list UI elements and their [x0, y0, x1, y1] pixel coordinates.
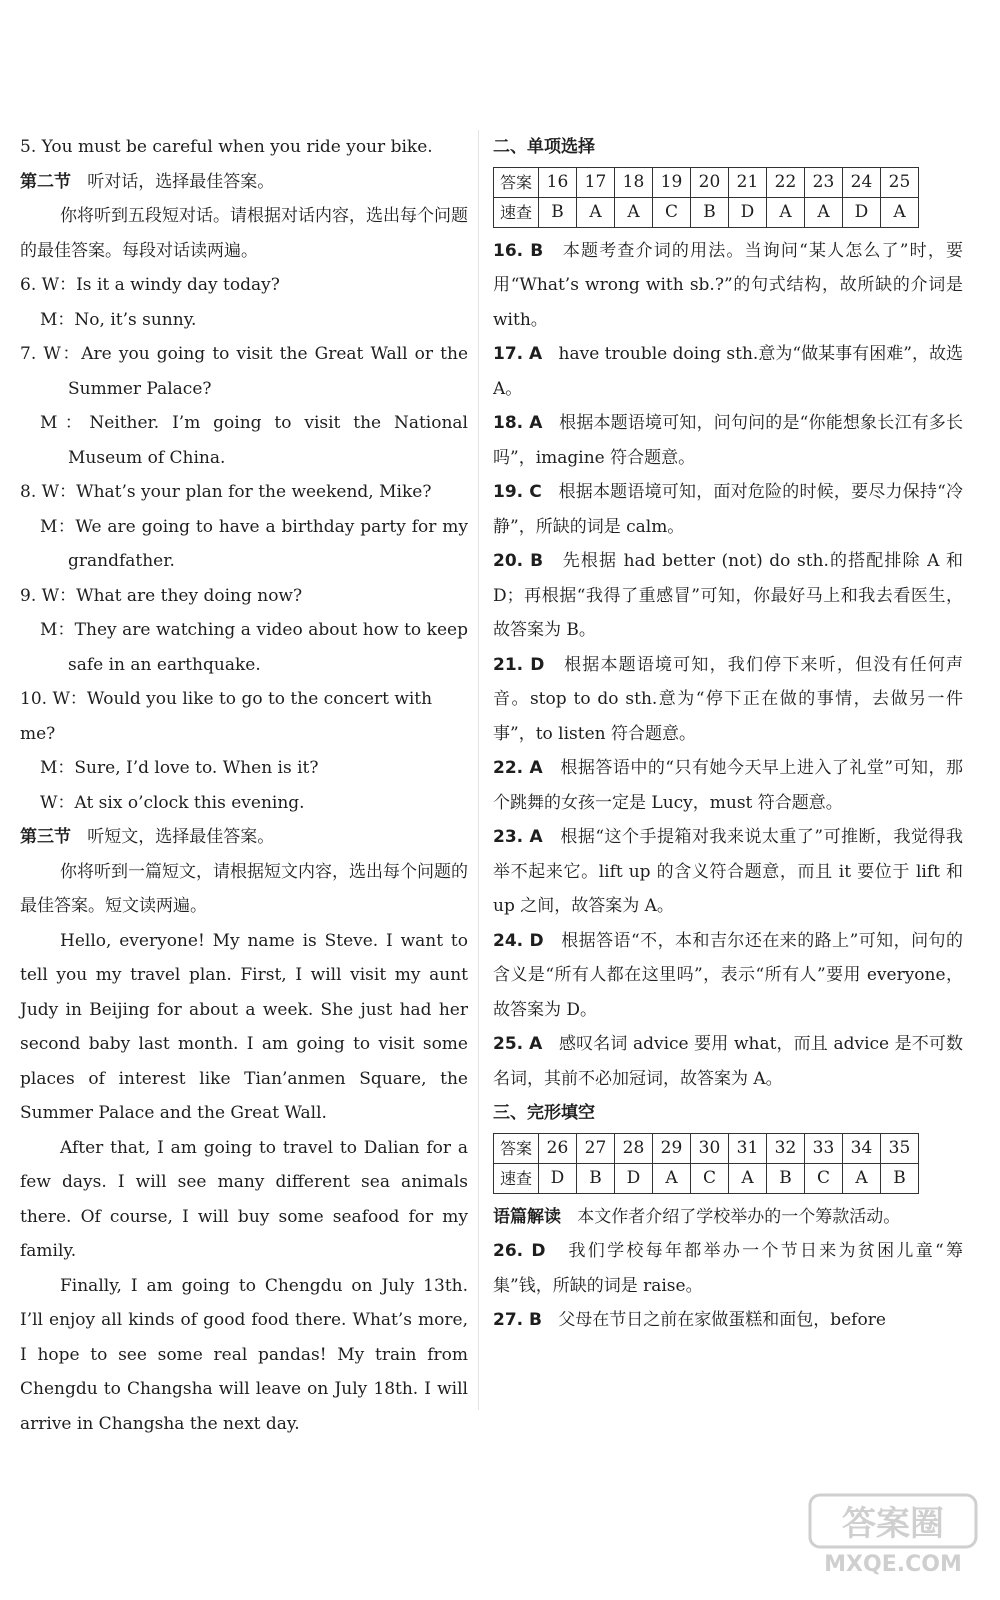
table-cell: D — [539, 1163, 577, 1193]
explanation-25 — [493, 1027, 963, 1096]
table-cell: D — [843, 197, 881, 227]
section-2-desc: 听对话，选择最佳答案。 — [87, 171, 275, 192]
explanation-26 — [493, 1234, 963, 1303]
explanation-23 — [493, 820, 963, 924]
table-cell: D — [615, 1163, 653, 1193]
explanation-text: 父母在节日之前在家做蛋糕和面包，before — [558, 1310, 886, 1330]
explanation-text: 根据本题语境可知，面对危险的时候，要尽力保持“冷静”，所缺的词是 calm。 — [493, 482, 963, 537]
table-cell: 27 — [577, 1133, 615, 1163]
dialog-10-man: M：Sure, I’d love to. When is it? — [40, 758, 319, 778]
question-number: 27. B — [493, 1310, 542, 1330]
table-cell: C — [653, 197, 691, 227]
table-cell: 18 — [615, 167, 653, 197]
table-cell: A — [729, 1163, 767, 1193]
table-cell: 17 — [577, 167, 615, 197]
table-cell: A — [577, 197, 615, 227]
dialog-8-man: M：We are going to have a birthday party for my grandfather. — [40, 516, 468, 571]
single-choice-heading: 二、单项选择 — [493, 137, 595, 157]
question-number: 21. D — [493, 654, 545, 675]
section-2-title: 第二节 — [20, 171, 71, 192]
table-cell: 24 — [843, 167, 881, 197]
question-number: 24. D — [493, 930, 544, 951]
section-3-instructions: 你将听到一篇短文，请根据短文内容，选出每个问题的最佳答案。短文读两遍。 — [20, 861, 468, 916]
section-3-title: 第三节 — [20, 827, 71, 847]
answer-table-answer-row — [494, 197, 919, 227]
passage-paragraph-2: After that, I am going to travel to Dalian for a few days. I will see many different sea animals there. Of course, I will buy some seafood for my family. — [20, 1137, 468, 1261]
table-cell: 34 — [843, 1133, 881, 1163]
watermark-logo — [808, 1493, 978, 1578]
explanation-17 — [493, 337, 963, 406]
dialog-9-woman: 9. W：What are they doing now? — [20, 585, 303, 606]
dialog-7-man: M：Neither. I’m going to visit the National Museum of China. — [40, 413, 468, 468]
table-cell: A — [767, 197, 805, 227]
dialog-6-man: M：No, it’s sunny. — [40, 309, 197, 330]
section-3-heading — [20, 820, 468, 855]
explanation-text: 根据本题语境可知，问句问的是“你能想象长江有多长吗”，imagine 符合题意。 — [493, 413, 963, 468]
answer-table-answer-row — [494, 1163, 919, 1193]
section-3-desc: 听短文，选择最佳答案。 — [87, 827, 275, 847]
table-cell: 25 — [881, 167, 919, 197]
explanation-16 — [493, 234, 963, 338]
listening-item-5: 5. You must be careful when you ride your bike. — [20, 137, 433, 157]
table-cell: A — [805, 197, 843, 227]
table-cell: 16 — [539, 167, 577, 197]
explanation-20 — [493, 544, 963, 648]
table-cell: 32 — [767, 1133, 805, 1163]
dialog-10-woman-reply: W：At six o’clock this evening. — [40, 792, 305, 813]
table-cell: 20 — [691, 167, 729, 197]
right-column — [493, 130, 963, 1338]
table-cell: 29 — [653, 1133, 691, 1163]
answer-table-header-row — [494, 167, 919, 197]
table-cell: 35 — [881, 1133, 919, 1163]
table-cell: A — [653, 1163, 691, 1193]
reading-text: 本文作者介绍了学校举办的一个筹款活动。 — [577, 1206, 901, 1227]
watermark-text-2: MXQE.COM — [824, 1552, 962, 1577]
dialog-6-woman: 6. W：Is it a windy day today? — [20, 275, 280, 295]
dialog-9-man: M：They are watching a video about how to keep safe in an earthquake. — [40, 620, 468, 675]
table-cell: 23 — [805, 167, 843, 197]
column-divider — [478, 130, 479, 1410]
answer-table-26-35 — [493, 1133, 919, 1194]
explanation-text: 先根据 had better (not) do sth.的搭配排除 A 和 D；再根据“我得了重感冒”可知，你最好马上和我去看医生，故答案为 B。 — [493, 551, 963, 640]
question-number: 25. A — [493, 1034, 543, 1054]
watermark-graphic — [808, 1493, 978, 1578]
explanation-text: 根据本题语境可知，我们停下来听，但没有任何声音。stop to do sth.意为“停下正在做的事情，去做另一件事”，to listen 符合题意。 — [493, 654, 964, 744]
table-cell: B — [539, 197, 577, 227]
explanation-24 — [493, 924, 963, 1028]
table-cell: C — [691, 1163, 729, 1193]
table-cell: C — [805, 1163, 843, 1193]
question-number: 26. D — [493, 1241, 546, 1261]
explanation-21 — [493, 648, 963, 752]
section-2-instructions: 你将听到五段短对话。请根据对话内容，选出每个问题的最佳答案。每段对话读两遍。 — [20, 206, 468, 261]
table-cell: A — [843, 1163, 881, 1193]
explanation-18 — [493, 406, 963, 475]
answer-table-16-25 — [493, 167, 919, 228]
dialog-7-woman: 7. W：Are you going to visit the Great Wall or the Summer Palace? — [20, 344, 468, 399]
reading-label: 语篇解读 — [493, 1206, 561, 1227]
table-cell: 28 — [615, 1133, 653, 1163]
passage-paragraph-1: Hello, everyone! My name is Steve. I want to tell you my travel plan. First, I will visit my aunt Judy in Beijing for about a week. She just had her second baby last month. I am going to visit some places of interest like Tian’anmen Square, the Summer Palace and the Great Wall. — [20, 930, 468, 1123]
table-label: 答案 — [494, 167, 539, 197]
explanation-text: 根据“这个手提箱对我来说太重了”可推断，我觉得我举不起来它。lift up 的含义符合题意，而且 it 要位于 lift 和 up 之间，故答案为 A。 — [493, 827, 963, 916]
question-number: 16. B — [493, 240, 544, 261]
explanation-text: 我们学校每年都举办一个节日来为贫困儿童“筹集”钱，所缺的词是 raise。 — [493, 1241, 963, 1296]
question-number: 22. A — [493, 758, 543, 778]
table-label: 速查 — [494, 197, 539, 227]
passage-paragraph-3: Finally, I am going to Chengdu on July 13th. I’ll enjoy all kinds of good food there. What’s more, I hope to see some real pandas! My train from Chengdu to Changsha will leave on July 18th. I will arrive in Changsha the next day. — [20, 1275, 468, 1434]
dialog-8-woman: 8. W：What’s your plan for the weekend, Mike? — [20, 482, 432, 502]
explanation-text: have trouble doing sth.意为“做某事有困难”，故选 A。 — [493, 344, 963, 399]
question-number: 19. C — [493, 482, 542, 502]
answer-table-header-row — [494, 1133, 919, 1163]
section-2-heading — [20, 165, 468, 200]
table-cell: B — [577, 1163, 615, 1193]
table-label: 答案 — [494, 1133, 539, 1163]
table-cell: 19 — [653, 167, 691, 197]
table-cell: B — [881, 1163, 919, 1193]
dialog-10-woman: 10. W：Would you like to go to the concert with me? — [20, 689, 433, 744]
table-cell: 22 — [767, 167, 805, 197]
table-cell: A — [881, 197, 919, 227]
cloze-heading: 三、完形填空 — [493, 1103, 595, 1123]
explanation-27 — [493, 1303, 963, 1338]
explanation-text: 根据答语中的“只有她今天早上进入了礼堂”可知，那个跳舞的女孩一定是 Lucy，must 符合题意。 — [493, 758, 963, 813]
table-cell: 30 — [691, 1133, 729, 1163]
table-cell: B — [691, 197, 729, 227]
table-cell: 21 — [729, 167, 767, 197]
watermark-text-1: 答案圈 — [842, 1504, 944, 1544]
explanation-22 — [493, 751, 963, 820]
question-number: 20. B — [493, 551, 544, 571]
table-label: 速查 — [494, 1163, 539, 1193]
explanation-text: 本题考查介词的用法。当询问“某人怎么了”时，要用“What’s wrong with sb.?”的句式结构，故所缺的介词是 with。 — [493, 240, 963, 330]
table-cell: 31 — [729, 1133, 767, 1163]
explanation-text: 根据答语“不，本和吉尔还在来的路上”可知，问句的含义是“所有人都在这里吗”，表示“所有人”要用 everyone，故答案为 D。 — [493, 930, 963, 1020]
question-number: 18. A — [493, 413, 543, 433]
question-number: 17. A — [493, 344, 543, 364]
reading-summary — [493, 1200, 963, 1235]
table-cell: 26 — [539, 1133, 577, 1163]
table-cell: D — [729, 197, 767, 227]
table-cell: 33 — [805, 1133, 843, 1163]
left-column — [20, 130, 468, 1441]
explanation-text: 感叹名词 advice 要用 what，而且 advice 是不可数名词，其前不必加冠词，故答案为 A。 — [493, 1034, 964, 1089]
question-number: 23. A — [493, 827, 543, 847]
table-cell: A — [615, 197, 653, 227]
explanation-19 — [493, 475, 963, 544]
table-cell: B — [767, 1163, 805, 1193]
